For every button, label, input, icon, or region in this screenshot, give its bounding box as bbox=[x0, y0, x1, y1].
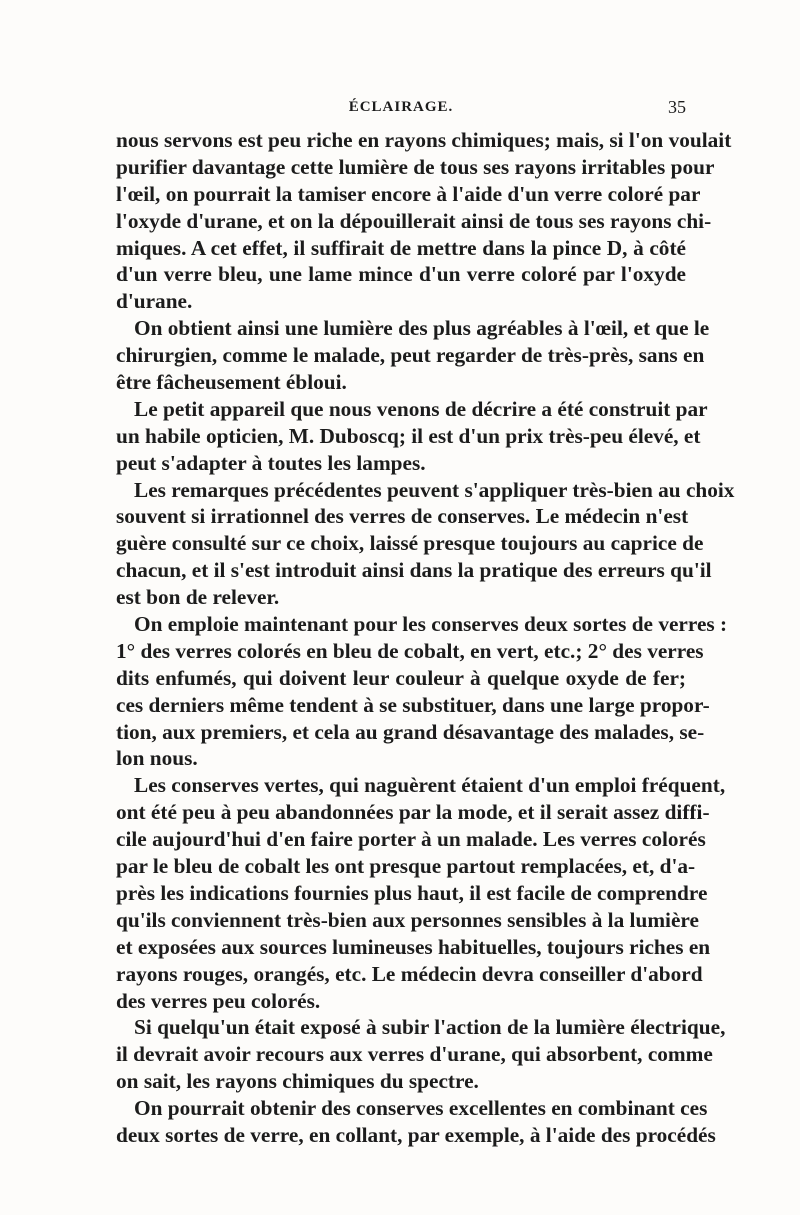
text-line: par le bleu de cobalt les ont presque partout remplacées, et, d'a- bbox=[116, 854, 696, 879]
running-head bbox=[116, 99, 686, 119]
text-line: dits enfumés, qui doivent leur couleur à quelque oxyde de fer; bbox=[116, 665, 686, 690]
text-line: rayons rouges, orangés, etc. Le médecin devra conseiller d'abord bbox=[116, 961, 703, 986]
text-line: près les indications fournies plus haut, il est facile de comprendre bbox=[116, 880, 708, 905]
text-line: chirurgien, comme le malade, peut regarder de très-près, sans en bbox=[116, 343, 705, 368]
text-line: qu'ils conviennent très-bien aux personnes sensibles à la lumière bbox=[116, 907, 699, 932]
text-line: guère consulté sur ce choix, laissé presque toujours au caprice de bbox=[116, 531, 704, 556]
text-line: un habile opticien, M. Duboscq; il est d'un prix très-peu élevé, et bbox=[116, 423, 701, 448]
text-line: d'urane. bbox=[116, 289, 193, 314]
text-line: 1° des verres colorés en bleu de cobalt, en vert, etc.; 2° des verres bbox=[116, 638, 704, 663]
text-line: miques. A cet effet, il suffirait de mettre dans la pince D, à côté bbox=[116, 235, 686, 260]
body-text bbox=[116, 127, 735, 1149]
text-line: cile aujourd'hui d'en faire porter à un malade. Les verres colorés bbox=[116, 827, 706, 852]
text-line: purifier davantage cette lumière de tous ses rayons irritables pour bbox=[116, 154, 715, 179]
text-line: lon nous. bbox=[116, 746, 198, 771]
text-line: Le petit appareil que nous venons de décrire a été construit par bbox=[134, 396, 708, 421]
text-line: d'un verre bleu, une lame mince d'un verre coloré par l'oxyde bbox=[116, 262, 686, 287]
text-line: être fâcheusement ébloui. bbox=[116, 370, 347, 395]
text-line: On emploie maintenant pour les conserves deux sortes de verres : bbox=[134, 612, 728, 637]
text-line: et exposées aux sources lumineuses habituelles, toujours riches en bbox=[116, 934, 711, 959]
text-line: l'oxyde d'urane, et on la dépouillerait ainsi de tous ses rayons chi- bbox=[116, 208, 712, 233]
text-line: ont été peu à peu abandonnées par la mode, et il serait assez diffi- bbox=[116, 800, 710, 825]
text-line: ces derniers même tendent à se substituer, dans une large propor- bbox=[116, 692, 710, 717]
text-line: l'œil, on pourrait la tamiser encore à l'aide d'un verre coloré par bbox=[116, 181, 701, 206]
text-line: On pourrait obtenir des conserves excellentes en combinant ces bbox=[134, 1096, 708, 1121]
text-line: deux sortes de verre, en collant, par exemple, à l'aide des procédés bbox=[116, 1122, 716, 1147]
text-line: On obtient ainsi une lumière des plus agréables à l'œil, et que le bbox=[134, 316, 710, 341]
text-line: souvent si irrationnel des verres de conserves. Le médecin n'est bbox=[116, 504, 689, 529]
text-line: Les conserves vertes, qui naguèrent étaient d'un emploi fréquent, bbox=[134, 773, 726, 798]
text-line: il devrait avoir recours aux verres d'urane, qui absorbent, comme bbox=[116, 1042, 713, 1067]
page-number: 35 bbox=[668, 97, 686, 117]
text-line: Les remarques précédentes peuvent s'appliquer très-bien au choix bbox=[134, 477, 735, 502]
text-line: on sait, les rayons chimiques du spectre. bbox=[116, 1069, 479, 1094]
text-line: peut s'adapter à toutes les lampes. bbox=[116, 450, 426, 475]
text-line: est bon de relever. bbox=[116, 585, 280, 610]
running-title: ÉCLAIRAGE. bbox=[348, 99, 454, 115]
text-line: tion, aux premiers, et cela au grand désavantage des malades, se- bbox=[116, 719, 705, 744]
text-line: Si quelqu'un était exposé à subir l'action de la lumière électrique, bbox=[134, 1015, 726, 1040]
text-line: des verres peu colorés. bbox=[116, 988, 321, 1013]
text-line: nous servons est peu riche en rayons chimiques; mais, si l'on voulait bbox=[116, 128, 732, 152]
text-line: chacun, et il s'est introduit ainsi dans la pratique des erreurs qu'il bbox=[116, 558, 712, 583]
